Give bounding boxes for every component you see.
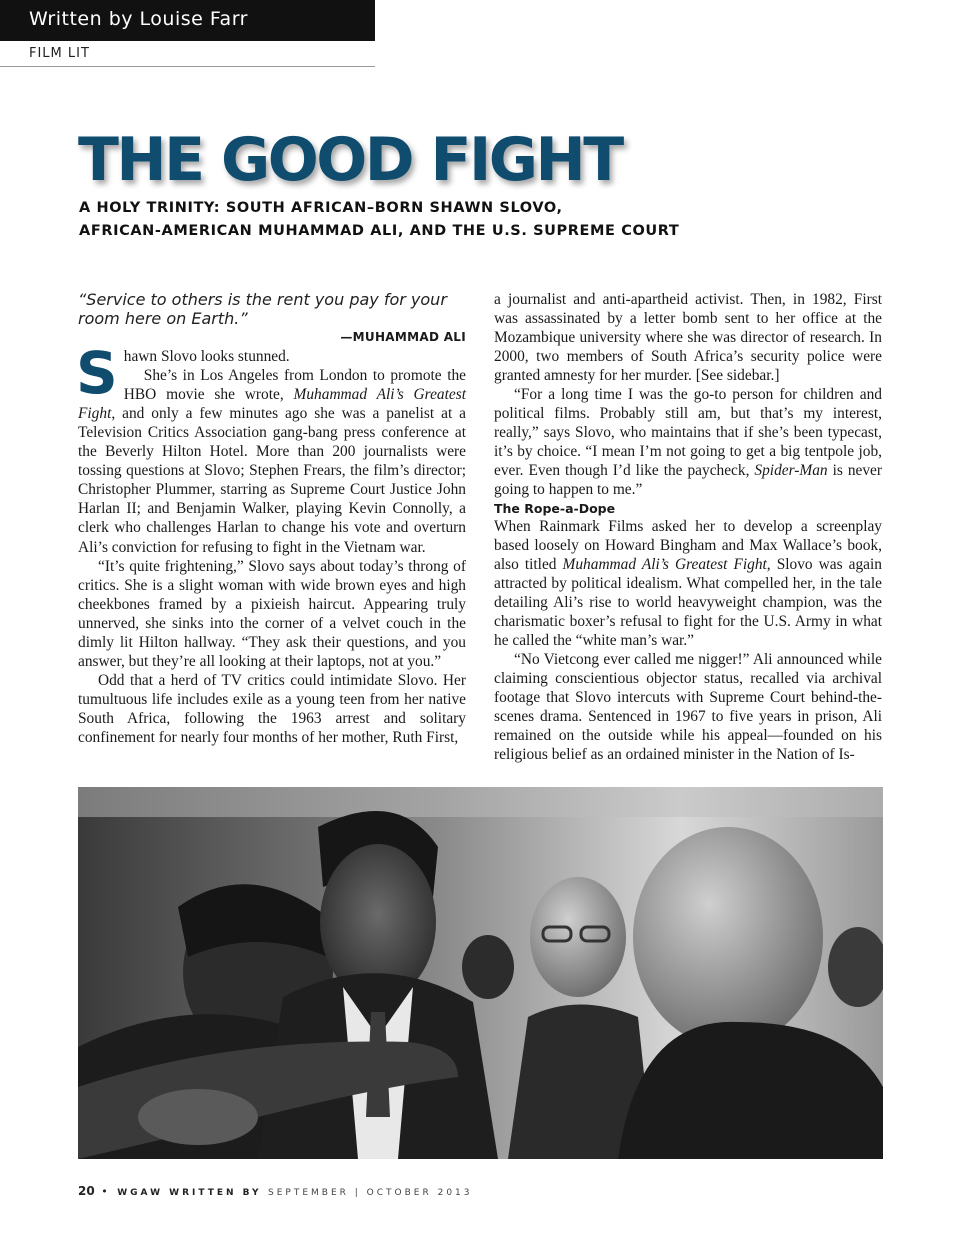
quote-attribution: —MUHAMMAD ALI xyxy=(340,330,466,344)
body-paragraph: “It’s quite frightening,” Slovo says about today’s throng of critics. She is a slight woman with wide brown eyes and high cheekbones framed by a pixieish haircut. Appearing truly unnerved, she sinks into the corner of a velvet couch in the dimly lit Hilton hallway. “They ask their questions, and you answer, but they’re all looking at their laptops, not at you.” xyxy=(78,557,466,670)
section-subhead: The Rope-a-Dope xyxy=(494,500,616,516)
footer-separator: • xyxy=(101,1185,111,1198)
book-title: Muhammad Ali’s Greatest Fight xyxy=(562,555,767,573)
movie-title: Muhammad Ali’s Greatest Fight xyxy=(78,386,466,423)
body-paragraph xyxy=(78,366,466,556)
article-title: THE GOOD FIGHT xyxy=(78,125,622,195)
column-right xyxy=(494,290,882,764)
paragraph-text: is never going to happen to me.” xyxy=(494,462,882,499)
masthead-bar xyxy=(0,0,375,41)
body-paragraph: Odd that a herd of TV critics could intimidate Slovo. Her tumultuous life includes exile as a young teen from her native South Africa, following the 1963 arrest and solitary confinement for nearly four months of her mother, Ruth First, xyxy=(78,671,466,746)
body-paragraph xyxy=(494,517,882,650)
page-footer xyxy=(78,1184,473,1198)
subtitle-line: A HOLY TRINITY: SOUTH AFRICAN–BORN SHAWN SLOVO, xyxy=(79,200,563,216)
section-label: FILM LIT xyxy=(29,46,90,61)
pull-quote: “Service to others is the rent you pay for your room here on Earth.” xyxy=(78,290,447,328)
body-paragraph xyxy=(494,385,882,499)
column-left xyxy=(78,290,466,747)
body-paragraph: “No Vietcong ever called me nigger!” Ali announced while claiming conscientious objector status, recalled via archival footage that Slovo intercuts with Supreme Court behind-the-scenes drama. Sentenced in 1967 to five years in prison, Ali remained on the outside while his appeal—founded on his religious belief as an ordained minister in the Nation of Is- xyxy=(494,650,882,764)
publication-name: WGAW WRITTEN BY xyxy=(117,1188,262,1198)
drop-cap: S xyxy=(76,339,118,408)
page-number: 20 xyxy=(78,1184,95,1198)
paragraph-text: , and only a few minutes ago she was a panelist at a Television Critics Association gang-bang press conference at the Beverly Hilton Hotel. More than 200 journalists were tossing questions at Slovo; Stephen Frears, the film’s director; Christopher Plummer, starring as Supreme Court Justice John Harlan II; and Benjamin Walker, playing Kevin Connolly, a clerk who challenges Harlan to change his vote and overturn Ali’s conviction for refusing to fight in the Vietnam war. xyxy=(78,405,466,556)
paragraph-text: , Slovo was again attracted by political idealism. What compelled her, in the tale detailing Ali’s rise to world heavyweight champion, was the charismatic boxer’s refusal to fight for the U.S. Army in what he called the “white man’s war.” xyxy=(494,555,882,649)
film-title: Spider-Man xyxy=(754,462,828,480)
issue-date: SEPTEMBER | OCTOBER 2013 xyxy=(268,1188,473,1198)
section-divider xyxy=(0,66,375,67)
article-photo xyxy=(78,787,883,1159)
body-paragraph: a journalist and anti-apartheid activist. Then, in 1982, First was assassinated by a letter bomb sent to her office at the Mozambique university where she was director of research. In 2000, two members of South Africa’s security police were granted amnesty for her murder. [See sidebar.] xyxy=(494,291,882,385)
paragraph-text: When Rainmark Films asked her to develop a screenplay based loosely on Howard Bingham and Max Wallace’s book, also titled xyxy=(494,517,882,573)
article-subtitle xyxy=(79,197,679,243)
lead-text: hawn Slovo looks stunned. xyxy=(123,348,290,366)
byline: Written by Louise Farr xyxy=(29,8,248,30)
subtitle-line: AFRICAN-AMERICAN MUHAMMAD ALI, AND THE U.S. SUPREME COURT xyxy=(79,223,680,239)
paragraph-text: She’s in Los Angeles from London to promote the HBO movie she wrote, xyxy=(123,367,466,404)
paragraph-text: “For a long time I was the go-to person for children and political films. Probably still am, but that’s my interest, really,” says Slovo, who maintains that if she’s been typecast, it’s by choice. “I mean I’m not going to get a big tentpole job, ever. Even though I’d like the paycheck, xyxy=(494,386,882,480)
